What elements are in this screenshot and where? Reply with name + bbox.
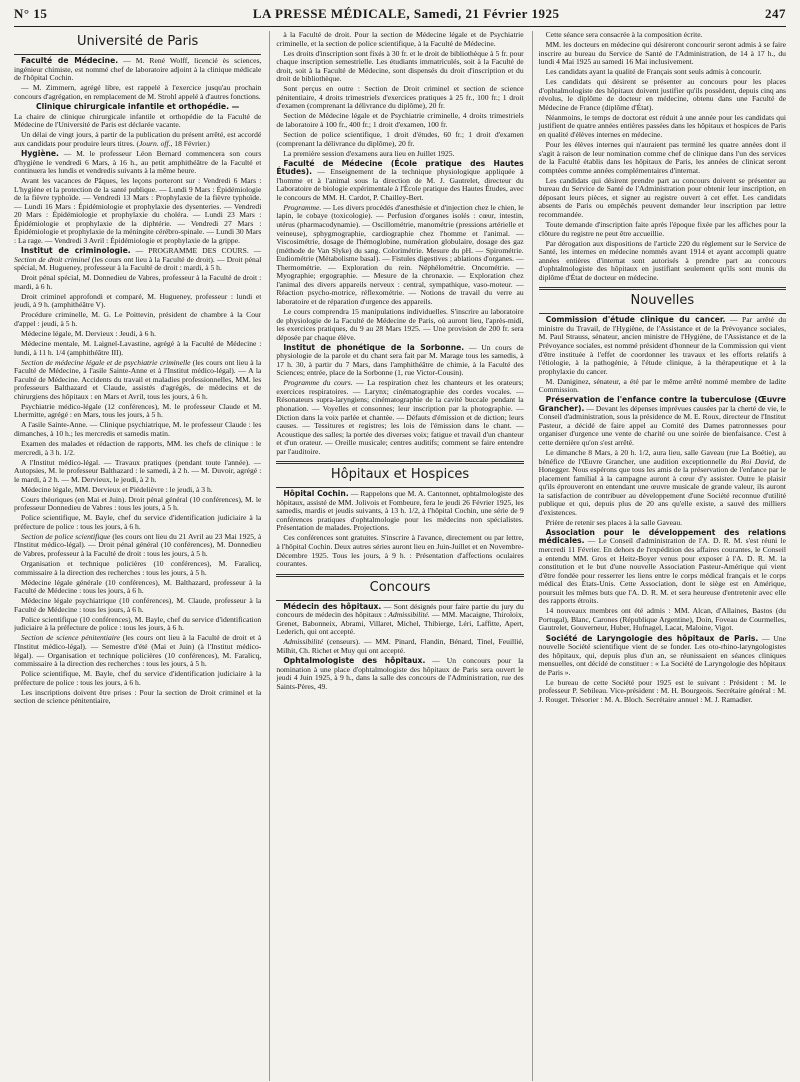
paragraph: Faculté de Médecine (École pratique des Hautes Études). — Enseignement de la technique physiologique appliquée à l'homme et à l'animal sous la direction de M. J. Gautrelet, directeur du Laboratoire de biologie expérimentale à l'École pratique des Hautes Études, avec le concours de MM. H. Cardot, P. Chailley-Bert. — [276, 158, 524, 202]
section-title-concours: Concours — [369, 579, 431, 595]
paragraph: Médecine légale psychiatrique (10 conférences), M. Claude, professeur à la Faculté de Médecine : tous les jours, à 6 h. — [14, 596, 262, 614]
section-title-hopitaux: Hôpitaux et Hospices — [330, 467, 470, 483]
paragraph: Les droits d'inscription sont fixés à 30 fr. et le droit de bibliothèque à 5 fr. pour chaque inscription semestrielle. Les étudiants immatriculés, soit à la Faculté de droit, soit à la Faculté de Médecine, sont dispensés du droit d'inscription et du droit de bibliothèque. — [276, 48, 524, 84]
paragraph: — M. Zimmern, agrégé libre, est rappelé à l'exercice jusqu'au prochain concours d'agrégation, en remplacement de M. Strohl appelé à d'autres fonctions. — [14, 83, 262, 101]
paragraph: Un délai de vingt jours, à partir de la publication du présent arrêté, est accordé aux candidats pour produire leurs titres. (Journ. off., 18 Février.) — [14, 130, 262, 148]
paragraph: Droit criminel approfondi et comparé, M. Hugueney, professeur : lundi et jeudi, à 9 h. (amphithéâtre V). — [14, 291, 262, 310]
paragraph: Faculté de Médecine. — M. René Wolff, licencié ès sciences, ingénieur chimiste, est nommé chef de laboratoire adjoint à la clinique médicale de l'hôpital Cochin. — [14, 56, 262, 83]
paragraph: Ces conférences sont gratuites. S'inscrire à l'avance, directement ou par lettre, à l'hôpital Cochin. Deux autres séries auront lieu en Juin-Juillet et en Novembre-Décembre 1925. Tous les jours, à 9 h. : Présentation d'affections oculaires courantes. — [276, 533, 524, 569]
paragraph: Le dimanche 8 Mars, à 20 h. 1/2, aura lieu, salle Gaveau (rue La Boétie), au bénéfice de l'Œuvre Grancher, une audition exceptionnelle du Roi David, de Honegger. Nous espérons que tous les amis de la préservation de l'enfance par le placement familial à la campagne auront à cœur d'y assister. Outre le plaisir qu'ils éprouveront en entendant une œuvre musicale de grande valeur, ils auront la satisfaction de contribuer au développement d'une Société reconnue d'utilité publique et qui, depuis plus de 20 ans qu'elle existe, a sauvé des milliers d'existences. — [538, 448, 786, 517]
paragraph: Commission d'étude clinique du cancer. — Par arrêté du ministre du Travail, de l'Hygiène, de l'Assistance et de la Prévoyance sociales, M. Paul Strauss, sénateur, ancien ministre de l'Hygiène, de l'Assistance et de la Prévoyance sociales, est nommé président d'honneur de la Commission qui vient d'être instituée à l'effet de coordonner les travaux et les efforts relatifs à l'étiologie, à la pathogénie, à l'étude clinique, à la thérapeutique et à la prophylaxie du cancer. — [538, 315, 786, 376]
paragraph: Prière de retenir ses places à la salle Gaveau. — [545, 517, 683, 527]
paragraph: Société de Laryngologie des hôpitaux de Paris. — Une nouvelle Société scientifique vient de se fonder. Les oto-rhino-laryngologistes des hôpitaux, qui, depuis plus d'un an, se réunissaient en séances cliniques mensuelles, ont décidé de constituer : « La Société de Laryngologie des hôpitaux de Paris ». — [538, 633, 786, 677]
paragraph: Les candidats qui désirent se présenter au concours pour les places d'ophtalmologiste des hôpitaux doivent justifier qu'ils possèdent, depuis cinq ans révolus, le diplôme de docteur en médecine, obtenu dans une Faculté de Médecine de France (diplôme d'État). — [538, 77, 786, 112]
paragraph: Association pour le développement des relations médicales. — Le Conseil d'administration de l'A. D. R. M. s'est réuni le mercredi 11 Février. En dehors de l'expédition des affaires courantes, le Conseil a entendu MM. Gros et Heitz-Boyer venus pour exposer à l'A. D. R. M. la constitution et le but d'une nouvelle Association Pasteur-Amérique qui vient d'être fondée pour resserrer les liens entre le corps médical français et le corps médical des États-Unis. Cette Association, dont le siège est en Amérique, poursuit les mêmes buts que l'A. D. R. M. et sera heureuse d'entretenir avec elle des rapports étroits. — [538, 527, 786, 606]
article-list — [276, 31, 523, 456]
paragraph: Police scientifique, M. Bayle, chef du service d'identification judiciaire à la préfecture de police : tous les jours, à 6 h. — [14, 513, 262, 531]
paragraph: Section de Médecine légale et de Psychiatrie criminelle, 4 droits trimestriels de laboratoire à 100 fr., 400 fr.; 1 droit d'examen, 100 fr. — [276, 111, 524, 129]
paragraph: Médecine légale générale (10 conférences), M. Balthazard, professeur à la Faculté de Médecine : tous les jours, à 6 h. — [14, 577, 262, 596]
paragraph: Cette séance sera consacrée à la composition écrite. — [545, 31, 703, 39]
article-list — [539, 316, 786, 704]
divider — [276, 461, 523, 464]
paragraph: Les candidats qui désirent prendre part au concours doivent se présenter au bureau du Service de Santé de l'Administration pour obtenir leur inscription, en déposant leurs pièces, et signer au registre ouvert à cet effet. Les candidats absents de Paris ou empêchés peuvent demander leur inscription par lettre recommandée. — [538, 175, 786, 219]
paragraph: Police scientifique, M. Bayle, chef du service d'identification judiciaire à la préfecture de police : tous les jours, à 6 h. — [14, 669, 262, 687]
paragraph: Clinique chirurgicale infantile et orthopédie. — La chaire de clinique chirurgicale infantile et orthopédie de la Faculté de Médecine de l'Université de Paris est déclarée vacante. — [14, 102, 262, 130]
paragraph: Avant les vacances de Pâques, les leçons porteront sur : Vendredi 6 Mars : L'hygiène et la protection de la santé publique. — Lundi 9 Mars : Épidémiologie de la fièvre typhoïde. — Vendredi 13 Mars : Prophylaxie de la fièvre typhoïde. — Lundi 16 Mars : Épidémiologie et prophylaxie des dysenteries. — Vendredi 20 Mars : Épidémiologie et prophylaxie du choléra. — Lundi 23 Mars : Épidémiologie et prophylaxie de la diphtérie. — Vendredi 27 Mars : Épidémiologie et prophylaxie de la méningite cérébro-spinale. — Lundi 30 Mars : La rage. — Vendredi 3 Avril : Épidémiologie et prophylaxie de la grippe. — [14, 176, 262, 245]
paragraph: à la Faculté de droit. Pour la section de Médecine légale et de Psychiatrie criminelle, et la section de police scientifique, à la Faculté de Médecine. — [276, 31, 524, 48]
divider — [276, 600, 523, 601]
paragraph: Hygiène. — M. le professeur Léon Bernard commencera son cours d'hygiène le vendredi 6 Mars, à 16 h., au petit amphithéâtre de la Faculté et continuera les lundis et vendredis suivants à la même heure. — [14, 148, 262, 176]
paragraph: Section de police scientifique (les cours ont lieu du 21 Avril au 23 Mai 1925, à l'Institut médico-légal). — Droit pénal général (10 conférences), M. Donnedieu de Vabres, professeur à la Faculté de droit : tous les jours, à 5 h. — [14, 531, 262, 559]
paragraph: Section de médecine légale et de psychiatrie criminelle (les cours ont lieu à la Faculté de Médecine, à l'asile Sainte-Anne et à l'Institut médico-légal). — A la Faculté de Médecine. Accidents du travail et maladies professionnelles, MM. les professeurs Balthazard et Claude, assistés d'agrégés, de médecins et de chirurgiens des hôpitaux : en Mars et Avril, tous les jours, à 6 h. — [14, 357, 262, 401]
divider — [14, 54, 261, 55]
column-2 — [269, 31, 523, 1081]
paragraph: Admissibilité (censeurs). — MM. Pinard, Flandin, Bénard, Tinel, Feuillié, Milhit, Ch. Richet et Muy qui ont accepté. — [276, 637, 524, 655]
paragraph: Droit pénal spécial, M. Donnedieu de Vabres, professeur à la Faculté de droit : mardi, à 6 h. — [14, 273, 262, 291]
divider — [539, 287, 786, 290]
article-list — [14, 57, 261, 706]
paragraph: Les inscriptions doivent être prises : Pour la section de Droit criminel et la section de science pénitentiaire, — [14, 687, 262, 706]
paragraph: Procédure criminelle, M. G. Le Poittevin, président de chambre à la Cour d'appel : jeudi, à 5 h. — [14, 310, 262, 328]
section-title-nouvelles: Nouvelles — [630, 293, 695, 309]
divider — [276, 574, 523, 577]
paragraph: Programme du cours. — La respiration chez les chanteurs et les orateurs; exercices respiratoires. — Larynx; cinématographie des cordes vocales. — Résonateurs supra-laryngiens; cinématographie de la cavité buccale pendant la phonation. — Voyelles et consonnes; leur inscription par la photographie. — Diction dans la voix parlée et chantée. — Défauts d'émission et de diction; leurs causes. — Tessitures et registres; les lois de l'émission dans le chant. — Acoustique des salles; la portée des diverses voix; fatigue et travail d'un chanteur et d'un orateur. — Oreille musicale; centres auditifs; comment se faire entendre par l'auditoire. — [276, 378, 524, 456]
paragraph: Programme. — Les divers procédés d'anesthésie et d'injection chez le chien, le lapin, le cobaye (toxicologie). — Perfusion d'organes isolés : cœur, intestin, utérus (pharmacodynamie). — Oscillométrie, manométrie (pressions artérielle et veineuse), sphygmographie, cardiographie chez l'homme et l'animal. — Viscosimétrie, dosage de l'hémoglobine, numération globulaire, dosage des gaz (méthode de Van Slyke) du sang. Colorimétrie. Mesure du pH. — Spirométrie. Eudiométrie (Métabolisme basal). — Fistules digestives ; ablations d'organes. — Thermométrie. — Exploration du rein. Néphélométrie. Oncométrie. — Myographie; ergographie. — Mesure de la chronaxie. — Exploration chez l'animal des divers appareils nerveux : central, sympathique, vaso-moteur. — Réaction psycho-motrice, réflexométrie. — Notions de travail du verre au laboratoire et de réparation d'urgence des appareils. — [276, 202, 524, 306]
paragraph: MM. les docteurs en médecine qui désireront concourir seront admis à se faire inscrire au bureau du Service de Santé de l'Administration, de 14 à 17 h., du lundi 4 Mai 1925 au samedi 16 Mai inclusivement. — [538, 40, 786, 67]
paragraph: Section de police scientifique, 1 droit d'études, 60 fr.; 1 droit d'examen (comprenant la délivrance du diplôme), 20 fr. — [276, 130, 524, 148]
paragraph: Ophtalmologiste des hôpitaux. — Un concours pour la nomination à une place d'ophtalmologiste des hôpitaux de Paris sera ouvert le jeudi 4 Juin 1925, à 9 h., dans la salle des concours de l'Administration, rue des Saints-Pères, 49. — [276, 655, 524, 691]
paragraph: Le bureau de cette Société pour 1925 est le suivant : Président : M. le professeur P. Sebileau. Vice-président : M. H. Bourgeois. Secrétaire général : M. J. Rouget. Trésorier : M. A. Bloch. Secrétaire annuel : M. J. Ramadier. — [538, 677, 786, 704]
divider — [276, 487, 523, 488]
page-header — [14, 6, 786, 27]
paragraph: Néanmoins, le temps de doctorat est réduit à une année pour les candidats qui justifient de quatre années entières passées dans les hôpitaux et hospices de Paris en qualité d'élèves internes en médecine. — [538, 112, 786, 140]
paragraph: Institut de phonétique de la Sorbonne. — Un cours de physiologie de la parole et du chant sera fait par M. Marage tous les samedis, à 17 h. 30, à partir du 7 Mars, dans l'amphithéâtre de chimie, à la Faculté des Sciences; entrée, place de la Sorbonne (1, rue Victor-Cousin). — [276, 342, 524, 378]
paragraph: Médecin des hôpitaux. — Sont désignés pour faire partie du jury du concours de médecin des hôpitaux : Admissibilité. — MM. Macaigne, Thiroloix, Grenet, Babonneix, Abrami, Villaret, Michel, Thibierge, Léri, Laffitte, Apert, Lederich, qui ont accepté. — [276, 601, 524, 637]
paragraph: Hôpital Cochin. — Rappelons que M. A. Cantonnet, ophtalmologiste des hôpitaux, assisté de MM. Jolivois et Fombeure, fera le jeudi 26 Février 1925, les samedis, mardis et jeudis suivants, à 13 h. 1/2, à l'hôpital Cochin, une série de 9 conférences pratiques d'ophtalmologie pour les médecins non spécialistes. Présentation de malades. Projections. — [276, 489, 524, 533]
paragraph: Sont perçus en outre : Section de Droit criminel et section de science pénitentiaire, 4 droits trimestriels d'exercices pratiques à 25 fr., 100 fr.; 1 droit d'examen (comprenant la délivrance du diplôme), 20 fr. — [276, 84, 524, 111]
paragraph: Examen des malades et rédaction de rapports, MM. les chefs de clinique : le mercredi, à 3 h. 1/2. — [14, 438, 262, 457]
paragraph: Toute demande d'inscription faite après l'époque fixée par les affiches pour la clôture du registre ne peut être accueillie. — [538, 219, 786, 238]
paragraph: M. Daniginez, sénateur, a été par le même arrêté nommé membre de ladite Commission. — [538, 376, 786, 395]
newspaper-title: LA PRESSE MÉDICALE, Samedi, 21 Février 1925 — [252, 6, 560, 21]
paragraph: 14 nouveaux membres ont été admis : MM. Alcan, d'Allaines, Bastos (du Portugal), Blanc, Carones (République Argentine), Doin, Foveau de Courmelles, Gautrelet, Gouverneur, Huber, Hufnagel, Lacat, Maloine, Vigot. — [538, 606, 786, 633]
paragraph: Médecine légale, M. Dervieux : Jeudi, à 6 h. — [21, 328, 156, 338]
paragraph: A l'asile Sainte-Anne. — Clinique psychiatrique, M. le professeur Claude : les dimanches, à 10 h.; les mercredis et samedis matin. — [14, 420, 262, 438]
paragraph: Institut de criminologie. — PROGRAMME DES COURS. — Section de droit criminel (les cours ont lieu à la Faculté de droit). — Droit pénal spécial, M. Hugueney, professeur à la Faculté de droit : mardi, à 5 h. — [14, 245, 262, 273]
column-3 — [532, 31, 786, 1081]
paragraph: Psychiatrie médico-légale (12 conférences), M. le professeur Claude et M. Lhermitte, agrégé : en Mars, tous les jours, à 5 h. — [14, 401, 262, 420]
paragraph: Par dérogation aux dispositions de l'article 220 du règlement sur le Service de Santé, les internes en médecine nommés avant 1914 et ayant accompli quatre années entières d'internat sont autorisés à prendre part au concours d'ophtalmologiste des hôpitaux en justifiant seulement qu'ils sont munis du diplôme d'État de docteur en médecine. — [538, 238, 786, 282]
article-list — [276, 490, 523, 568]
paragraph: Le cours comprendra 15 manipulations individuelles. S'inscrire au laboratoire de physiologie de la Faculté de Médecine de Paris, où auront lieu, l'après-midi, les exercices pratiques, du 9 au 28 Mars 1925. — Une provision de 200 fr. sera déposée par chaque élève. — [276, 306, 524, 342]
paragraph: Pour les élèves internes qui n'auraient pas terminé les quatre années dont il s'agit à raison de leur nomination comme chef de clinique dans l'un des services de la Faculté établis dans les hôpitaux de Paris, les années de clinicat seront comptées comme années complémentaires d'internat. — [538, 140, 786, 175]
paragraph: Les candidats ayant la qualité de Français sont seuls admis à concourir. — [545, 67, 762, 77]
paragraph: Médecine légale, MM. Dervieux et Piédelièvre : le jeudi, à 3 h. — [21, 484, 213, 494]
paragraph: Police scientifique (10 conférences), M. Bayle, chef du service d'identification judiciaire à la préfecture de police : tous les jours, à 6 h. — [14, 614, 262, 633]
paragraph: Organisation et technique policières (10 conférences), M. Faralicq, commissaire à la direction des recherches : tous les jours, à 5 h. — [14, 559, 262, 577]
article-list — [276, 603, 523, 691]
section-title-universite: Université de Paris — [76, 34, 199, 49]
divider — [539, 313, 786, 314]
paragraph: Cours théoriques (en Mai et Juin). Droit pénal général (10 conférences), M. le professeur Donnedieu de Vabres : tous les jours, à 5 h. — [14, 494, 262, 513]
paragraph: A l'Institut médico-légal. — Travaux pratiques (pendant toute l'année). — Autopsies, M. le professeur Balthazard : le samedi, à 2 h. — M. Duvoir, agrégé : le mardi, à 2 h. — M. Dervieux, le jeudi, à 2 h. — [14, 457, 262, 484]
paragraph: Préservation de l'enfance contre la tuberculose (Œuvre Grancher). — Devant les dépenses imprévues causées par la cherté de vie, le Conseil d'administration, sous la présidence de M. E. Roux, directeur de l'Institut Pasteur, a décidé de faire appel au Comité des Dames patronnesses pour organiser d'urgence une vente de charité ou une soirée de bienfaisance. C'est à cette dernière qu'on s'est arrêté. — [538, 395, 786, 447]
article-list — [539, 31, 786, 282]
page-number-right: 247 — [765, 6, 786, 21]
page-number-left: N° 15 — [14, 6, 48, 21]
column-1 — [14, 31, 261, 1081]
paragraph: Médecine mentale, M. Laignel-Lavastine, agrégé à la Faculté de Médecine : lundi, à 11 h. 1/4 (amphithéâtre III). — [14, 338, 262, 357]
paragraph: La première session d'examens aura lieu en Juillet 1925. — [283, 148, 455, 158]
paragraph: Section de science pénitentiaire (les cours ont lieu à la Faculté de droit et à l'Institut médico-légal). — Semestre d'été (Mai et Juin) (à l'Institut médico-légal). — Organisation et technique policières (10 conférences), M. Faralicq, commissaire à la direction des recherches : tous les jours, à 5 h. — [14, 633, 262, 669]
